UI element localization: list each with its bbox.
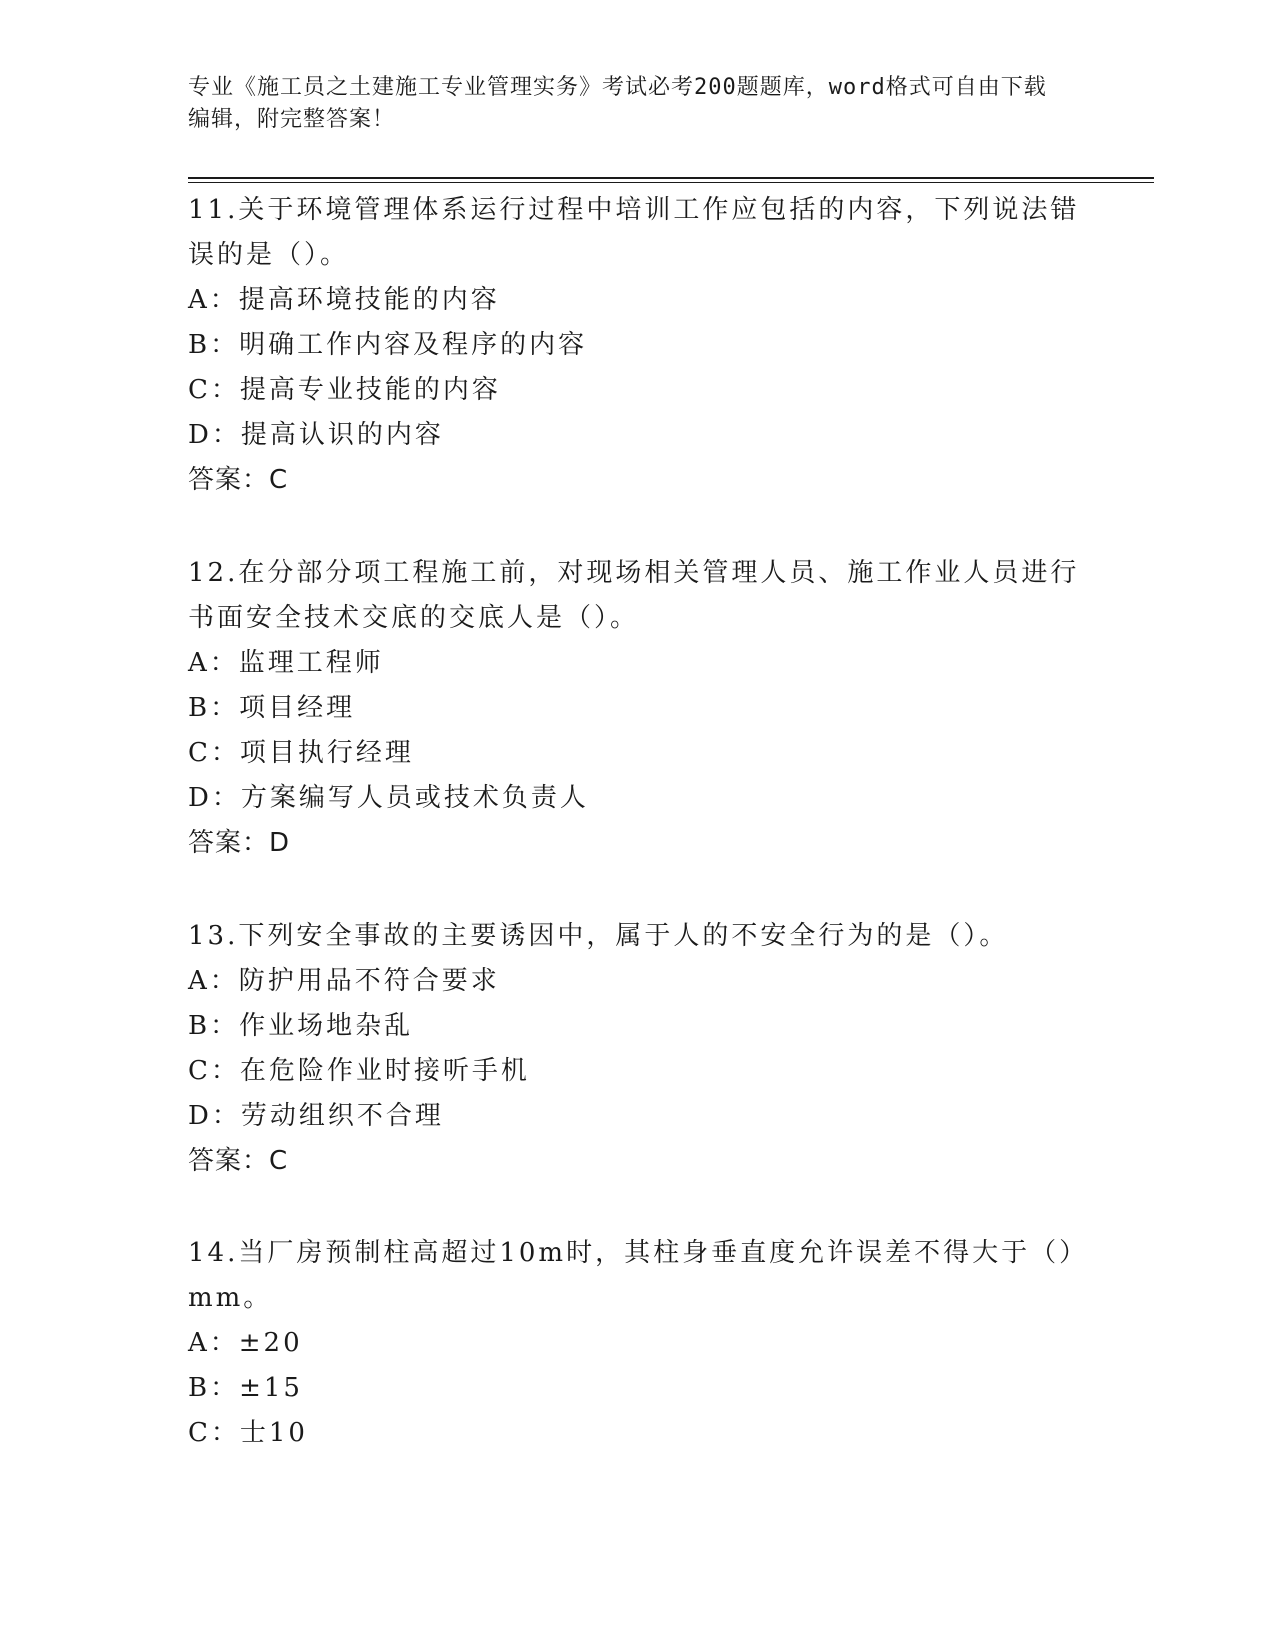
option-a: A：防护用品不符合要求 [188, 966, 500, 996]
option-c: C：士10 [188, 1418, 308, 1448]
option-b: B：项目经理 [188, 693, 356, 723]
option-c: C：在危险作业时接听手机 [188, 1056, 530, 1086]
header-divider-thick [188, 177, 1154, 179]
answer-line: 答案：D [188, 828, 291, 858]
option-d: D：劳动组织不合理 [188, 1101, 444, 1131]
question-stem: 14.当厂房预制柱高超过10m时，其柱身垂直度允许误差不得大于（）mm。 [188, 1238, 1076, 1313]
question-stem: 13.下列安全事故的主要诱因中，属于人的不安全行为的是（）。 [188, 921, 1009, 951]
document-header: 专业《施工员之土建施工专业管理实务》考试必考200题题库，word格式可自由下载编辑，附完整答案！ [188, 75, 1047, 132]
option-c: C：项目执行经理 [188, 738, 414, 768]
question-14 [188, 1231, 1088, 1456]
option-a: A：提高环境技能的内容 [188, 285, 500, 315]
header-divider-thin [188, 182, 1154, 183]
question-stem: 12.在分部分项工程施工前，对现场相关管理人员、施工作业人员进行书面安全技术交底的交底人是（）。 [188, 558, 1080, 633]
option-a: A：监理工程师 [188, 648, 384, 678]
option-b: B：明确工作内容及程序的内容 [188, 330, 588, 360]
option-a: A：±20 [188, 1328, 303, 1358]
answer-line: 答案：C [188, 1146, 289, 1176]
option-d: D：提高认识的内容 [188, 420, 444, 450]
option-d: D：方案编写人员或技术负责人 [188, 783, 589, 813]
question-12 [188, 551, 1088, 866]
question-13 [188, 914, 1088, 1184]
answer-line: 答案：C [188, 465, 289, 495]
option-b: B：作业场地杂乱 [188, 1011, 414, 1041]
option-b: B：±15 [188, 1373, 303, 1403]
option-c: C：提高专业技能的内容 [188, 375, 501, 405]
question-11 [188, 188, 1088, 503]
question-stem: 11.关于环境管理体系运行过程中培训工作应包括的内容，下列说法错误的是（）。 [188, 195, 1080, 270]
